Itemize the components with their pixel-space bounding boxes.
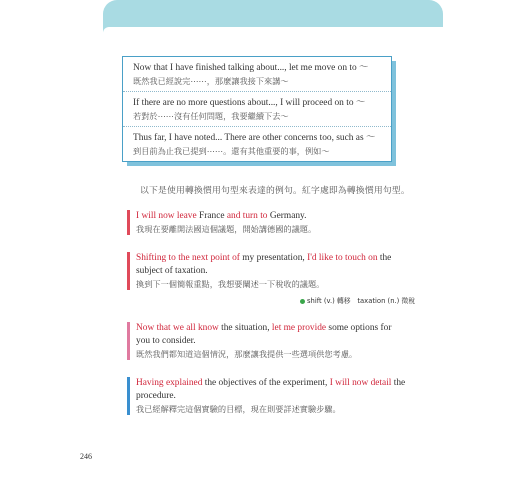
vocab-note bbox=[300, 295, 415, 305]
example-text: my presentation, bbox=[239, 253, 308, 263]
phrase-highlight: I will now detail bbox=[329, 378, 392, 388]
phrase-item bbox=[123, 127, 391, 161]
phrase-highlight: and turn to bbox=[226, 211, 268, 221]
phrase-highlight: Now that we all know bbox=[136, 323, 219, 333]
example-zh: 我現在要離開法國這個議題，開始講德國的議題。 bbox=[136, 224, 317, 234]
example-block bbox=[127, 322, 406, 360]
phrase-item bbox=[123, 92, 391, 127]
phrase-highlight: I'd like to touch on bbox=[307, 253, 378, 263]
intro-text: 以下是使用轉換慣用句型來表達的例句。紅字處即為轉換慣用句型。 bbox=[140, 186, 410, 196]
vocab-text: shift (v.) 轉移 taxation (n.) 徵稅 bbox=[307, 297, 416, 305]
phrase-item bbox=[123, 57, 391, 92]
example-text: Germany. bbox=[267, 211, 307, 221]
phrase-highlight: Having explained bbox=[136, 378, 203, 388]
example-en bbox=[136, 210, 406, 223]
example-zh: 我已經解釋完這個實驗的目標，現在則要詳述實驗步驟。 bbox=[136, 404, 341, 414]
example-block bbox=[127, 210, 406, 235]
phrase-en: If there are no more questions about..., I will proceed on to ～ bbox=[133, 98, 366, 108]
example-text: France bbox=[196, 211, 227, 221]
example-block bbox=[127, 377, 406, 415]
example-text: the procedure. bbox=[136, 378, 406, 401]
bullet-icon bbox=[300, 299, 305, 304]
phrase-zh: 到目前為止我已提到⋯⋯。還有其他重要的事，例如～ bbox=[133, 146, 330, 156]
example-block bbox=[127, 252, 406, 290]
page-number: 246 bbox=[80, 452, 92, 461]
example-text: the objectives of the experiment, bbox=[202, 378, 330, 388]
example-en bbox=[136, 322, 406, 348]
phrase-en: Thus far, I have noted... There are other concerns too, such as ～ bbox=[133, 133, 376, 143]
example-en bbox=[136, 252, 406, 278]
phrase-highlight: let me provide bbox=[271, 323, 327, 333]
example-zh: 既然我們都知道這個情況，那麼讓我提供一些選項供您考慮。 bbox=[136, 349, 358, 359]
example-en bbox=[136, 377, 406, 403]
phrase-highlight: Shifting to the next point of bbox=[136, 253, 240, 263]
example-text: some options for you to consider. bbox=[136, 323, 392, 346]
phrase-zh: 若對於⋯⋯沒有任何問題，我要繼續下去～ bbox=[133, 111, 289, 121]
phrase-highlight: I will now leave bbox=[136, 211, 197, 221]
phrase-zh: 既然我已經說完⋯⋯，那麼讓我接下來講～ bbox=[133, 76, 289, 86]
example-zh: 換到下一個簡報重點，我想要闡述一下稅收的議題。 bbox=[136, 279, 325, 289]
example-text: the subject of taxation. bbox=[136, 253, 392, 276]
phrase-box bbox=[122, 56, 392, 162]
example-text: the situation, bbox=[218, 323, 272, 333]
phrase-en: Now that I have finished talking about..., let me move on to ～ bbox=[133, 63, 369, 73]
